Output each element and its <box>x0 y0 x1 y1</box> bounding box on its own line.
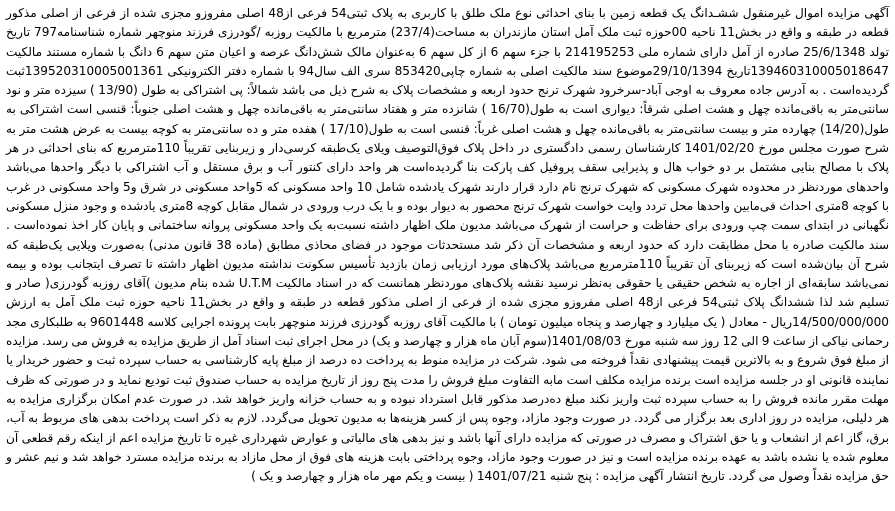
auction-notice-text: آگهی مزایده اموال غیرمنقول ششـدانگ یک قطعه زمین با بنای احداثی نوع ملک طلق با کاربری به پلاک ثبتی54 فرعی از48 اصلی مفروزو مجزی شده از فرعی از اصلی مذکور قطعه در طبقه و واقع در بخش11 ناحیه 00حوزه ثبت ملک آمل استان مازندران به مساحت(237/4) مترمربع با مالکیت روزبه /گودرزی فرزند منوچهر شماره شناسنامه797 تاریخ تولد 25/6/1348 صادره از آمل دارای شماره ملی 214195253 با جزء سهم 6 از کل سهم 6 به‌عنوان مالک شش‌دانگ عرصه و اعیان متن سهم 6 دانگ با شماره مستند مالکیت 139460310005018647تاریخ 29/10/1394موضوع سند مالکیت اصلی به شماره چاپی853420 سری الف سال94 با شماره دفتر الکترونیکی 139520310005001361ثبت گردیده‌است . به آدرس جاده معروف به اوجی آباد-سرخرود شهرک ترنج حدود اربعه و مشخصات پلاک به شرح ذیل می باشد شمالاً: پی اشتراکی به طول (13/90 ) سیزده متر و نود سانتی‌متر به باقی‌مانده چهل و هشت اصلی شرقاً: دیواری است به طول(16/70 ) شانزده متر و هفتاد سانتی‌متر به باقی‌مانده چهل و هشت اصلی جنوباً: قنسی است اشتراکی به طول(14/20) چهارده متر و بیست سانتی‌متر به باقی‌مانده چهل و هشت اصلی غرباً: قنسی است به طول(17/10 ) هفده متر و ده سانتی‌متر به کوچه بیست به عرض هشت متر به شرح صورت مجلس مورخ 1401/02/20 کارشناسان رسمی دادگستری در داخل پلاک فوق‌التوصیف ویلای یک‌طبقه کرسی‌دار و زیربنایی تقریباً 110مترمربع که بنای احداثی در هر پلاک با مصالح بنایی مشتمل بر دو خواب هال و پذیرایی سقف پروفیل کف پارکت بنا گردیده‌است هر واحد دارای کنتور آب و برق مستقل و آب اشتراکی با دیگر واحدها می‌باشد واحدهای موردنظر در محدوده شهرک مسکونی که شهرک ترنج نام دارد قرار دارند شهرک یادشده شامل 10 واحد مسکونی که 5واحد مسکونی در شرق و5 واحد مسکونی در غرب با کوچه 8متری احداث فی‌مابین واحدها محل تردد وایت خواست شهرک ترنج محصور به دیوار بوده و با یک درب ورودی در شمال مقابل کوچه 8متری یادشده و وجود منزل مسکونی نگهبانی در ابتدای سمت چپ ورودی برای حفاظت و حراست از شهرک می‌باشد مدیون ملک اظهار داشته نسبت‌به یک واحد مسکونی پروانه ساختمانی و پایان کار اخذ نموده‌است . سند مالکیت صادره با محل مطابقت دارد که حدود اربعه و مشخصات آن ذکر شد مستحدثات موجود در فضای محاذی مطابق (ماده 38 قانون مدنی) به‌صورت ویلایی یک‌طبقه که شرح آن بیان‌شده است که زیربنای آن تقریباً 110مترمربع می‌باشد پلاک‌های مورد ارزیابی زمان بازدید تأسیس سکونت نداشته مدیون اظهار داشته تا تصرف ایتجانب بوده و بیمه نمی‌باشد سابقه‌ای از اجاره به شخص حقیقی یا حقوقی به‌نظر نرسید نقشه پلاک‌های موردنظر همانست که در اسناد مالکیت U.T.M شده بنام مدیون )آقای روزبه گودرزی( صادر و تسلیم شد لذا ششدانگ پلاک ثبتی54 فرعی از48 اصلی مفروزو مجزی شده از فرعی از اصلی مذکور قطعه در طبقه و واقع در بخش11 ناحیه حوزه ثبت ملک آمل به ارزش 14/500/000/000ریال - معادل ( یک میلیارد و چهارصد و پنجاه میلیون تومان ) با مالکیت آقای روزبه گودرزی فرزند منوچهر بابت پرونده اجرایی کلاسه 9601448 به طلبکاری مجد رحمانی نیاکی از ساعت 9 الی 12 روز سه شنبه مورخ 1401/08/03(سوم آبان ماه هزار و چهارصد و یک) در محل اجرای ثبت اسناد آمل از طریق مزایده به فروش می رسد. مزایده از مبلغ فوق شروع و به بالاترین قیمت پیشنهادی نقداً فروخته می شود. شرکت در مزایده منوط به پرداخت ده درصد از مبلغ پایه کارشناسی به حساب سپرده ثبت و حضور خریدار یا نماینده قانونی او در جلسه مزایده است برنده مزایده مکلف است مابه التفاوت مبلغ فروش را مدت پنج روز از تاریخ مزایده به حساب صندوق ثبت تودیع نماید و در صورتی که ظرف مهلت مقرر مانده فروش را به حساب سپرده ثبت واریز نکند مبلغ ده‌درصد مذکور قابل استرداد نبوده و به حساب خزانه واریز خواهد شد. در صورت عدم امکان برگزاری مزایده به هر دلیلی، مزایده در روز اداری بعد برگزار می گردد. در صورت وجود مازاد، وجوه پس از کسر هزینه‌ها به مدیون تحویل می‌گردد. لازم به ذکر است پرداخت بدهی های مربوط به آب، برق، گاز اعم از انشعاب و یا حق اشتراک و مصرف در صورتی که مزایده دارای آنها باشد و نیز بدهی های مالیاتی و عوارض شهرداری غیره تا تاریخ مزایده اعم از اینکه رقم قطعی آن معلوم شده یا نشده باشد به عهده برنده مزایده است و نیز در صورت وجود مازاد، وجوه پرداختی بابت هزینه های فوق از محل مازاد به برنده مزایده مسترد خواهد شد و نیم عشر و حق مزایده نقداً وصول می گردد. تاریخ انتشار آگهی مزایده : پنج شنبه 1401/07/21 ( بیست و یکم مهر ماه هزار و چهارصد و یک ) <box>6 6 890 484</box>
